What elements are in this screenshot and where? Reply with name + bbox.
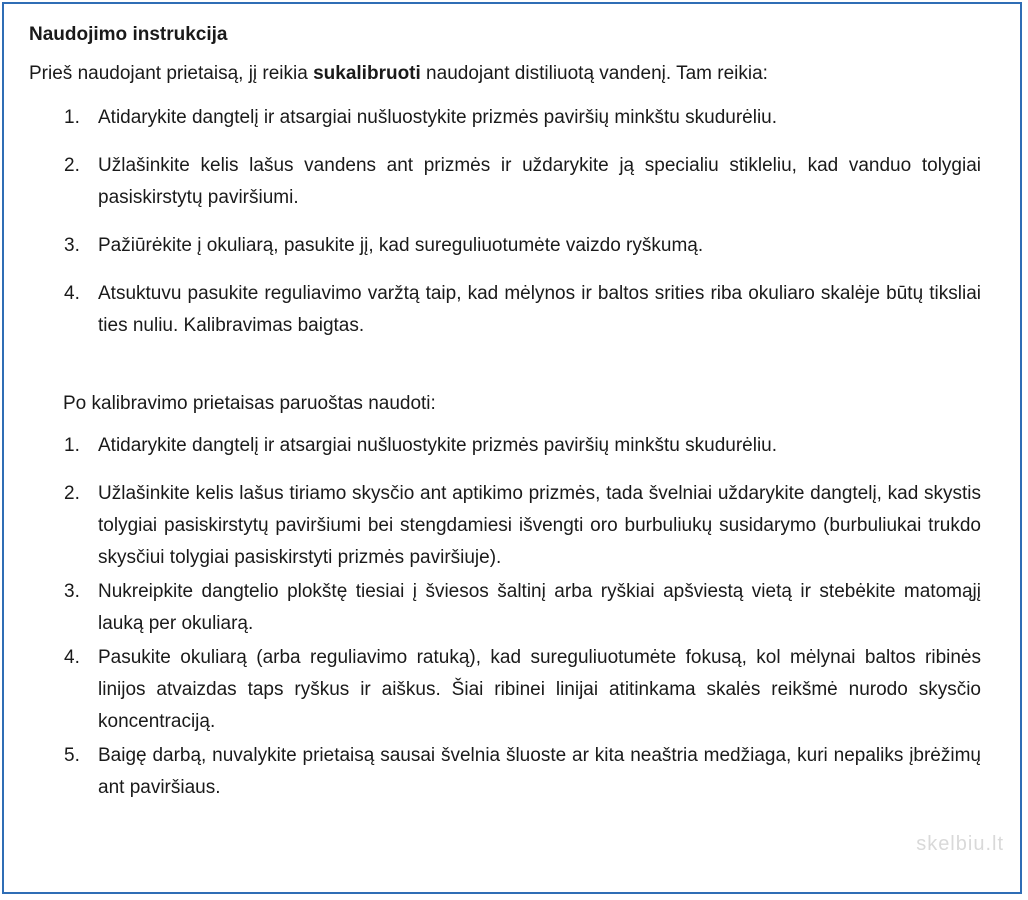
watermark: skelbiu.lt xyxy=(916,833,1004,855)
list-item xyxy=(29,102,981,134)
intro-paragraph xyxy=(29,58,981,90)
step-text: Užlašinkite kelis lašus vandens ant prizmės ir uždarykite ją specialiu stikleliu, kad vanduo tolygiai pasiskirstytų paviršiumi. xyxy=(98,155,981,208)
list-item xyxy=(29,576,981,640)
list-item xyxy=(29,478,981,574)
step-number: 1. xyxy=(64,107,80,128)
list-item xyxy=(29,230,981,262)
calibration-steps-list xyxy=(29,102,981,342)
list-item xyxy=(29,740,981,804)
list-item xyxy=(29,278,981,342)
step-number: 3. xyxy=(64,581,80,602)
step-text: Atsuktuvu pasukite reguliavimo varžtą taip, kad mėlynos ir baltos srities riba okuliaro skalėje būtų tiksliai ties nuliu. Kalibravimas baigtas. xyxy=(98,283,981,336)
step-text: Nukreipkite dangtelio plokštę tiesiai į šviesos šaltinį arba ryškiai apšviestą vietą ir stebėkite matomąjį lauką per okuliarą. xyxy=(98,581,981,634)
step-number: 4. xyxy=(64,647,80,668)
step-text: Baigę darbą, nuvalykite prietaisą sausai švelnia šluoste ar kita neaštria medžiaga, kuri nepaliks įbrėžimų ant paviršiaus. xyxy=(98,745,981,798)
step-number: 3. xyxy=(64,235,80,256)
step-text: Atidarykite dangtelį ir atsargiai nušluostykite prizmės paviršių minkštu skudurėliu. xyxy=(98,107,778,128)
document-title: Naudojimo instrukcija xyxy=(29,24,228,45)
step-text: Užlašinkite kelis lašus tiriamo skysčio ant aptikimo prizmės, tada švelniai uždarykite dangtelį, kad skystis tolygiai pasiskirstytų paviršiumi bei stengdamiesi išvengti oro burbuliukų susidarymo (burbuliukai trukdo skysčiui tolygiai pasiskirstyti prizmės paviršiuje). xyxy=(98,483,981,568)
step-text: Atidarykite dangtelį ir atsargiai nušluostykite prizmės paviršių minkštu skudurėliu. xyxy=(98,435,778,456)
list-item xyxy=(29,150,981,214)
list-item xyxy=(29,642,981,738)
step-number: 1. xyxy=(64,435,80,456)
step-text: Pažiūrėkite į okuliarą, pasukite jį, kad sureguliuotumėte vaizdo ryškumą. xyxy=(98,235,704,256)
intro-bold-word: sukalibruoti xyxy=(313,63,421,84)
step-number: 4. xyxy=(64,283,80,304)
intro-text-end: naudojant distiliuotą vandenį. Tam reikia: xyxy=(420,63,768,84)
usage-steps-list xyxy=(29,430,981,804)
step-number: 2. xyxy=(64,483,80,504)
step-number: 2. xyxy=(64,155,80,176)
list-item xyxy=(29,430,981,462)
instructions-document xyxy=(29,20,981,806)
step-text: Pasukite okuliarą (arba reguliavimo ratuką), kad sureguliuotumėte fokusą, kol mėlynai baltos ribinės linijos atvaizdas taps ryškus ir aiškus. Šiai ribinei linijai atitinkama skalės reikšmė nurodo skysčio koncentraciją. xyxy=(98,647,981,732)
usage-intro: Po kalibravimo prietaisas paruoštas naudoti: xyxy=(63,393,436,414)
intro-text-start: Prieš naudojant prietaisą, jį reikia xyxy=(29,63,314,84)
step-number: 5. xyxy=(64,745,80,766)
